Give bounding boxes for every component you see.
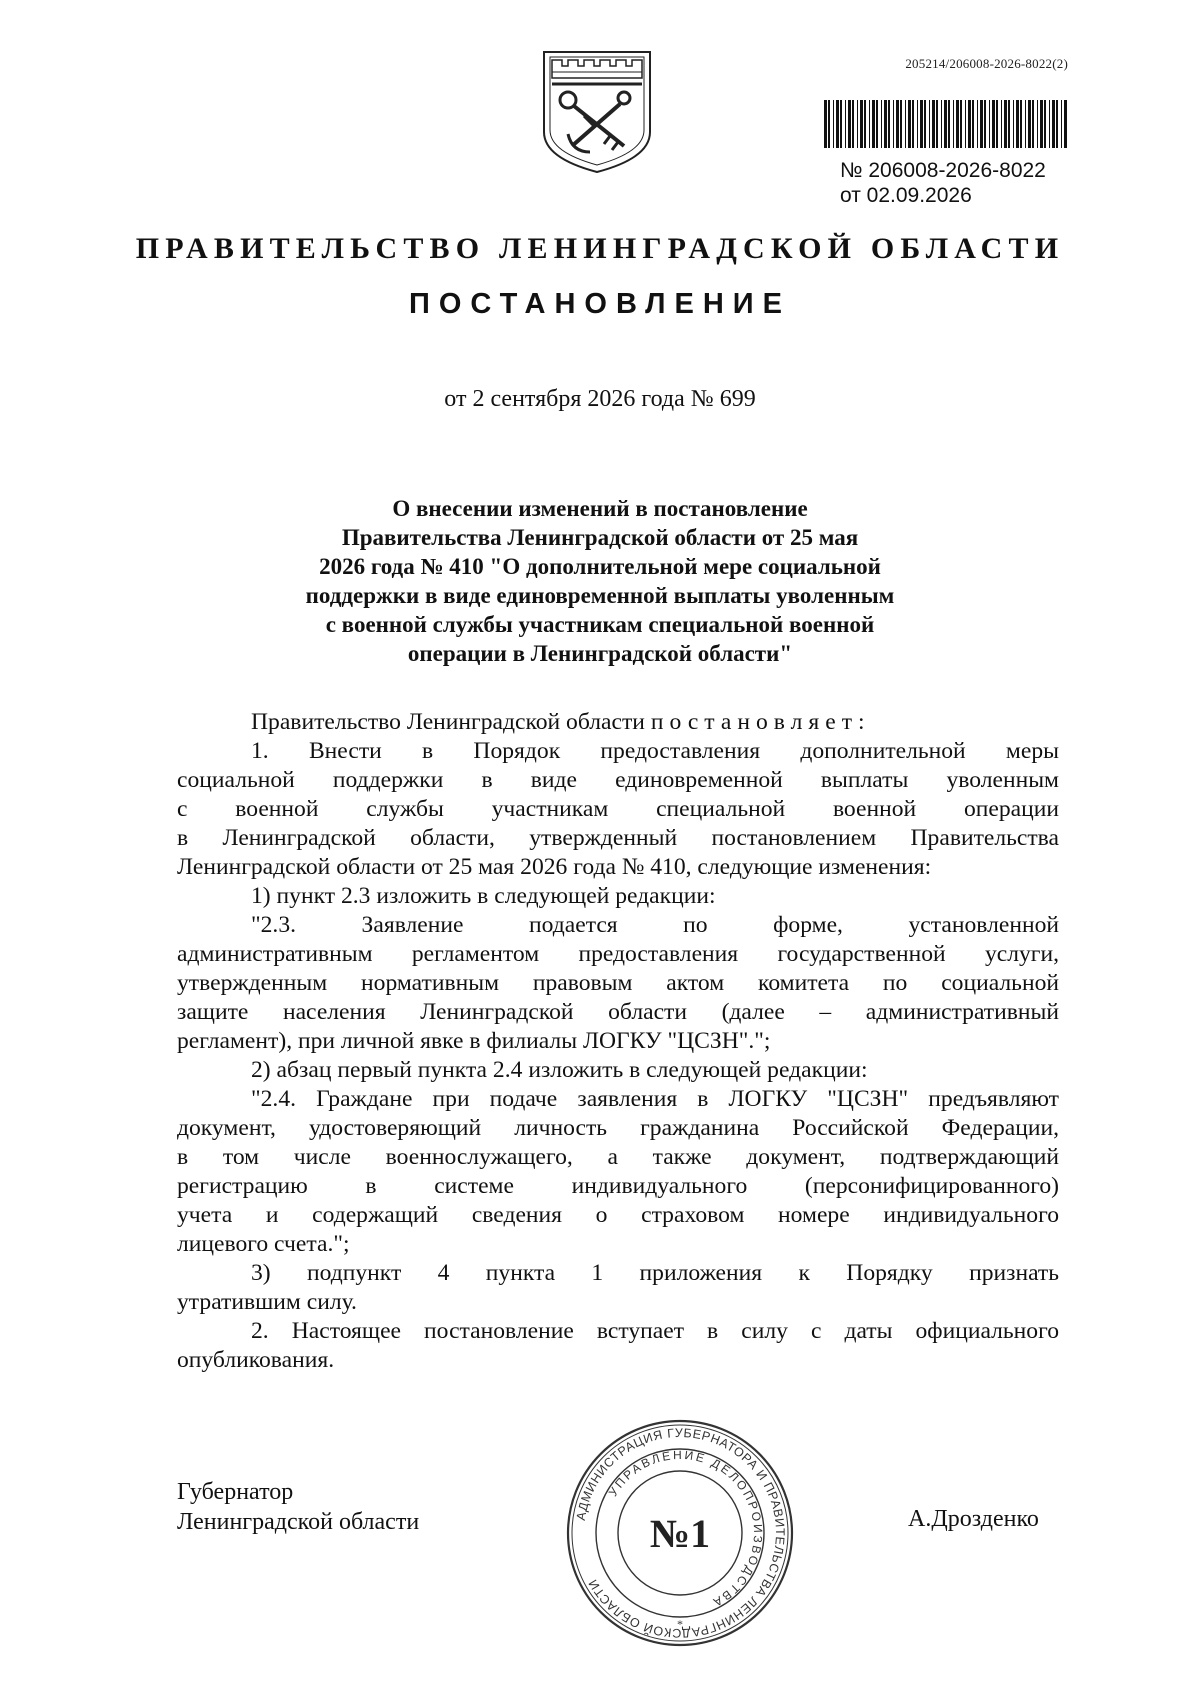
barcode-bar xyxy=(896,100,899,148)
barcode-bar xyxy=(828,100,830,148)
barcode-bar xyxy=(1028,100,1031,148)
title-line: операции в Ленинградской области" xyxy=(407,641,793,666)
document-type: ПОСТАНОВЛЕНИЕ xyxy=(409,288,791,320)
issuing-authority: ПРАВИТЕЛЬСТВО ЛЕНИНГРАДСКОЙ ОБЛАСТИ xyxy=(135,232,1065,265)
barcode-bar xyxy=(888,100,890,148)
barcode-bar xyxy=(912,100,914,148)
docket-number: 205214/206008-2026-8022(2) xyxy=(905,56,1068,71)
document-title xyxy=(250,494,950,668)
registration-stamp xyxy=(840,158,1046,208)
barcode-bar xyxy=(900,100,902,148)
barcode-bar xyxy=(960,100,962,148)
subitem-1: 1) пункт 2.3 изложить в следующей редакции: xyxy=(251,883,716,909)
quote-2-3-line: регламент), при личной явке в филиалы ЛОГКУ "ЦСЗН"."; xyxy=(177,1028,771,1054)
official-seal xyxy=(565,1418,795,1648)
subitem-2: 2) абзац первый пункта 2.4 изложить в следующей редакции: xyxy=(251,1057,868,1083)
barcode-bar xyxy=(1016,100,1019,148)
paragraph-1-line: в Ленинградской области, утвержденный постановлением Правительства xyxy=(177,825,1059,851)
barcode-bar xyxy=(953,100,954,148)
title-line: 2026 года № 410 "О дополнительной мере социальной xyxy=(319,554,881,579)
quote-2-4-line: лицевого счета."; xyxy=(177,1231,350,1257)
barcode-bar xyxy=(941,100,942,148)
barcode-bar xyxy=(1025,100,1026,148)
barcode-bar xyxy=(893,100,894,148)
barcode-bar xyxy=(857,100,858,148)
barcode-bar xyxy=(860,100,863,148)
quote-2-4-line: документ, удостоверяющий личность гражданина Российской Федерации, xyxy=(177,1115,1059,1141)
barcode-bar xyxy=(824,100,827,148)
seal-center: №1 xyxy=(649,1511,711,1556)
barcode-bar xyxy=(924,100,926,148)
barcode-bar xyxy=(1064,100,1067,148)
barcode-bar xyxy=(1061,100,1062,148)
barcode-bar xyxy=(872,100,875,148)
barcode-bar xyxy=(996,100,998,148)
barcode-bar xyxy=(840,100,842,148)
barcode-bar xyxy=(968,100,971,148)
coat-of-arms-icon xyxy=(538,48,656,176)
barcode-bar xyxy=(920,100,923,148)
preamble xyxy=(177,708,1059,737)
barcode-bar xyxy=(917,100,918,148)
barcode-bar xyxy=(836,100,839,148)
barcode-bar xyxy=(881,100,882,148)
registration-number: № 206008-2026-8022 xyxy=(840,159,1046,182)
barcode-bar xyxy=(948,100,950,148)
title-line: О внесении изменений в постановление xyxy=(392,496,808,521)
quote-2-3-line: "2.3. Заявление подается по форме, установленной xyxy=(251,912,1059,938)
barcode-bar xyxy=(905,100,906,148)
barcode-bar xyxy=(932,100,935,148)
barcode-bar xyxy=(1013,100,1014,148)
barcode-bar xyxy=(876,100,878,148)
seal-star-icon: * xyxy=(677,1617,683,1631)
barcode-bar xyxy=(972,100,974,148)
seal-inner-text: УПРАВЛЕНИЕ ДЕЛОПРОИЗВОДСТВА xyxy=(605,1447,766,1611)
paragraph-2-line: опубликования. xyxy=(177,1347,335,1373)
barcode-bar xyxy=(1037,100,1038,148)
barcode-bar xyxy=(1020,100,1022,148)
barcode-bar xyxy=(908,100,911,148)
document-date: от 2 сентября 2026 года № 699 xyxy=(444,386,756,412)
barcode-bar xyxy=(989,100,990,148)
subitem-3-line: утратившим силу. xyxy=(177,1289,357,1315)
quote-2-3-line: защите населения Ленинградской области (далее – административный xyxy=(177,999,1059,1025)
barcode-bar xyxy=(944,100,947,148)
barcode-bar xyxy=(884,100,887,148)
preamble-text: Правительство Ленинградской области xyxy=(251,709,645,735)
barcode-bar xyxy=(1032,100,1034,148)
barcode-bar xyxy=(1052,100,1055,148)
barcode-bar xyxy=(1044,100,1046,148)
quote-2-3-line: утвержденным нормативным правовым актом комитета по социальной xyxy=(177,970,1059,996)
barcode-icon xyxy=(822,100,1070,148)
paragraph-2-line: 2. Настоящее постановление вступает в силу с даты официального xyxy=(251,1318,1059,1344)
barcode-bar xyxy=(833,100,834,148)
preamble-verb: постановляет: xyxy=(650,709,871,735)
barcode-bar xyxy=(1004,100,1007,148)
barcode-bar xyxy=(965,100,966,148)
title-line: Правительства Ленинградской области от 25 мая xyxy=(341,525,859,550)
barcode-bar xyxy=(869,100,870,148)
seal-outer-text: АДМИНИСТРАЦИЯ ГУБЕРНАТОРА И ПРАВИТЕЛЬСТВА ЛЕНИНГРАДСКОЙ ОБЛАСТИ xyxy=(573,1425,788,1641)
title-line: поддержки в виде единовременной выплаты уволенным xyxy=(305,583,895,608)
title-line: с военной службы участникам специальной военной xyxy=(325,612,875,637)
quote-2-4-line: "2.4. Граждане при подаче заявления в ЛОГКУ "ЦСЗН" предъявляют xyxy=(251,1086,1059,1112)
barcode-bar xyxy=(848,100,851,148)
barcode-bar xyxy=(929,100,930,148)
paragraph-1-line: социальной поддержки в виде единовременной выплаты уволенным xyxy=(177,767,1059,793)
barcode-bar xyxy=(956,100,959,148)
document-body xyxy=(177,708,1059,1375)
signatory-position-line: Ленинградской области xyxy=(177,1509,420,1535)
barcode-bar xyxy=(984,100,986,148)
barcode-bar xyxy=(1001,100,1002,148)
barcode-bar xyxy=(852,100,854,148)
barcode-bar xyxy=(845,100,846,148)
barcode-bar xyxy=(1008,100,1010,148)
quote-2-4-line: в том числе военнослужащего, а также документ, подтверждающий xyxy=(177,1144,1059,1170)
paragraph-1-line: Ленинградской области от 25 мая 2026 года № 410, следующие изменения: xyxy=(177,854,932,880)
signatory-position-line: Губернатор xyxy=(177,1479,294,1505)
barcode-bar xyxy=(936,100,938,148)
quote-2-4-line: учета и содержащий сведения о страховом номере индивидуального xyxy=(177,1202,1059,1228)
barcode-bar xyxy=(864,100,866,148)
paragraph-1-line: с военной службы участникам специальной военной операции xyxy=(177,796,1059,822)
subitem-3-line: 3) подпункт 4 пункта 1 приложения к Порядку признать xyxy=(251,1260,1059,1286)
barcode-bar xyxy=(992,100,995,148)
quote-2-4-line: регистрацию в системе индивидуального (персонифицированного) xyxy=(177,1173,1059,1199)
signatory-name: А.Дрозденко xyxy=(908,1506,1039,1532)
quote-2-3-line: административным регламентом предоставления государственной услуги, xyxy=(177,941,1059,967)
paragraph-1-line: 1. Внести в Порядок предоставления дополнительной меры xyxy=(251,738,1059,764)
signatory-position xyxy=(177,1477,419,1537)
barcode-bar xyxy=(1056,100,1058,148)
barcode-bar xyxy=(1040,100,1043,148)
barcode-bar xyxy=(1049,100,1050,148)
registration-date: от 02.09.2026 xyxy=(840,184,972,207)
barcode-bar xyxy=(977,100,978,148)
barcode-bar xyxy=(980,100,983,148)
